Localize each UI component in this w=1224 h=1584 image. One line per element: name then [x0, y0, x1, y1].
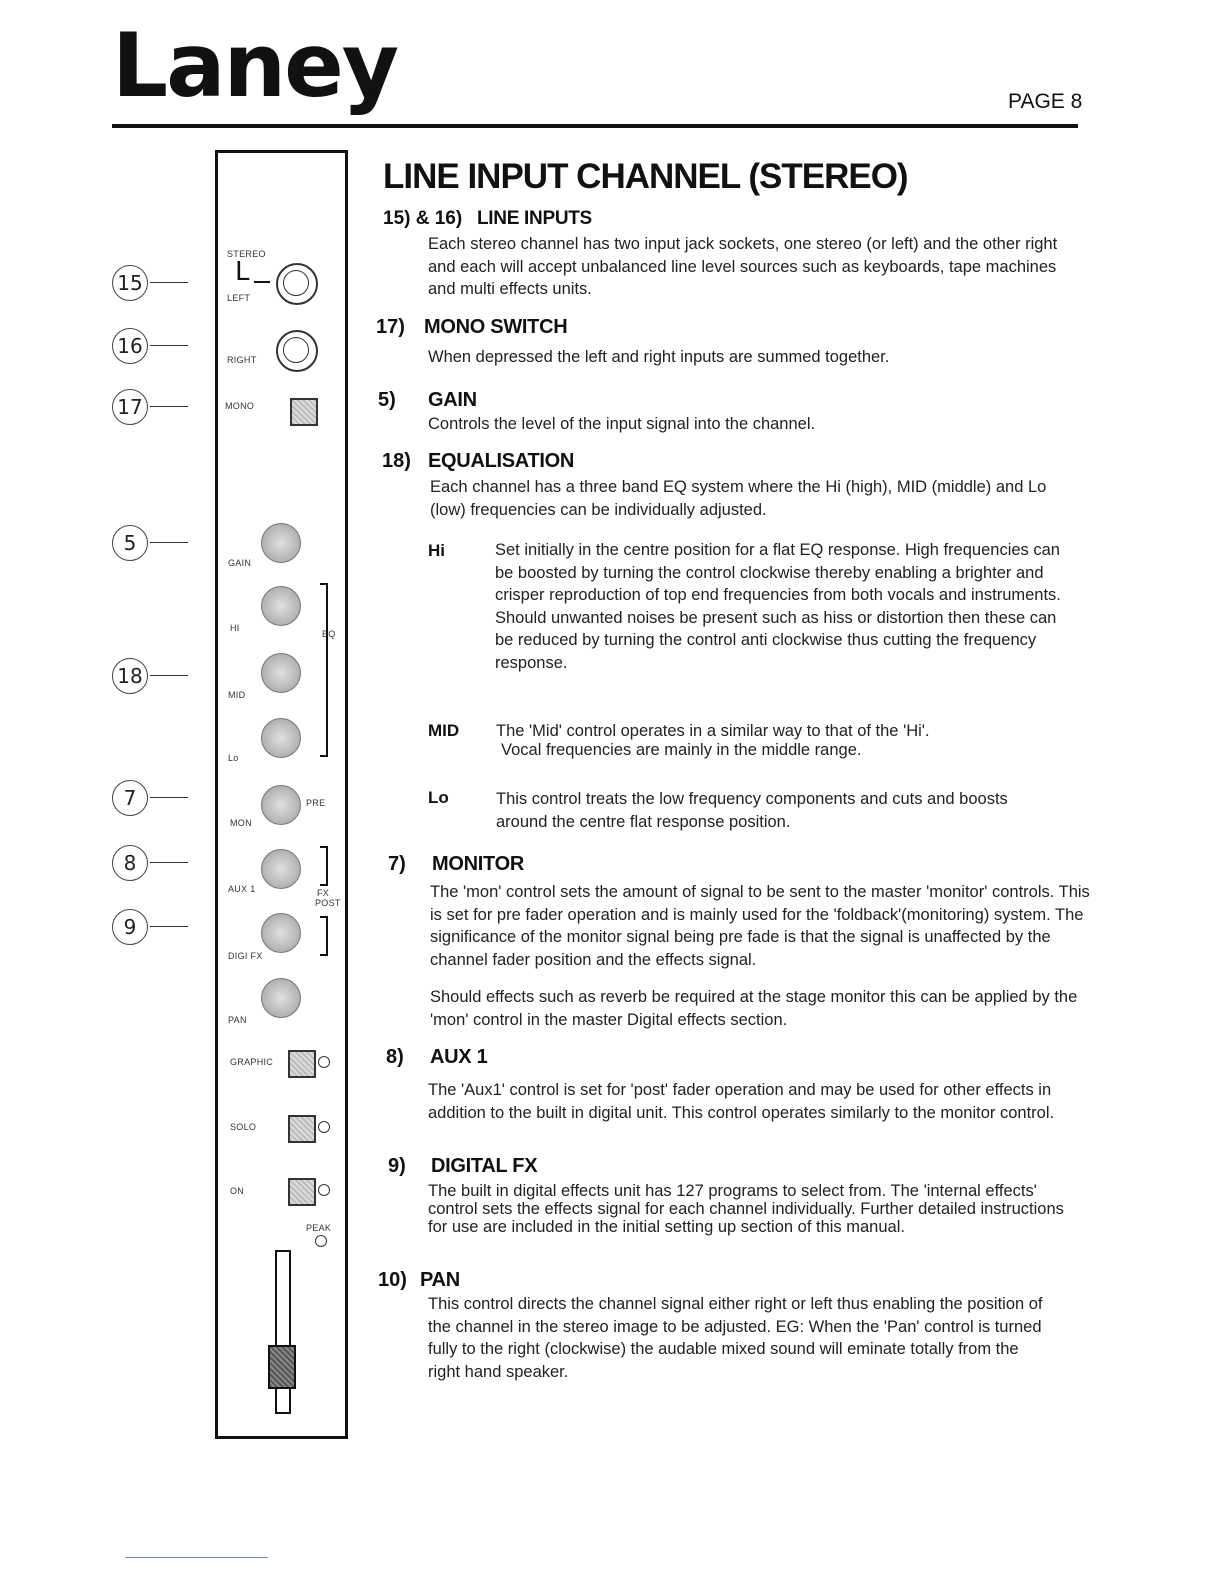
section-15-number: 15) & 16)	[383, 208, 463, 229]
post-bracket-bottom	[320, 916, 328, 956]
callout-17: 17	[112, 389, 148, 425]
callout-8-line	[150, 862, 188, 863]
section-8-number: 8)	[386, 1046, 404, 1068]
left-mark-line	[254, 281, 270, 283]
hi-label: HI	[230, 623, 240, 633]
section-18-number: 18)	[382, 450, 411, 472]
laney-logo: Laney	[112, 14, 398, 117]
left-label: LEFT	[227, 293, 251, 303]
digifx-label: DIGI FX	[228, 951, 263, 961]
section-9-text: The built in digital effects unit has 127 programs to select from. The 'internal effects' control sets the effects signal for each channel individually. Further detailed instructions for use are included in the initial setting up section of this manual.	[428, 1182, 1064, 1236]
post-bracket-top	[320, 846, 328, 886]
left-input-jack-icon[interactable]	[276, 263, 318, 305]
section-18-text: Each channel has a three band EQ system where the Hi (high), MID (middle) and Lo (low) frequencies can be individually adjusted.	[430, 478, 1047, 519]
lo-label: Lo	[228, 753, 239, 763]
right-input-jack-icon[interactable]	[276, 330, 318, 372]
left-mark-label: L	[235, 257, 250, 287]
callout-9-line	[150, 926, 188, 927]
callout-18: 18	[112, 658, 148, 694]
mid-text-line-1: The 'Mid' control operates in a similar way to that of the 'Hi'.	[496, 722, 930, 740]
solo-label: SOLO	[230, 1122, 257, 1132]
section-17-title: MONO SWITCH	[424, 316, 568, 338]
gain-knob[interactable]	[261, 523, 301, 563]
section-5-title: GAIN	[428, 389, 477, 411]
section-9-title: DIGITAL FX	[431, 1155, 538, 1177]
section-7-text-2: Should effects such as reverb be required at the stage monitor this can be applied by the 'mon' control in the master Digital effects section.	[430, 988, 1078, 1029]
graphic-led-icon	[318, 1056, 330, 1068]
page-title: LINE INPUT CHANNEL (STEREO)	[383, 157, 908, 196]
page-number: PAGE 8	[1008, 90, 1083, 113]
section-9-number: 9)	[388, 1155, 406, 1177]
section-10-number: 10)	[378, 1269, 407, 1291]
section-10-title: PAN	[420, 1269, 460, 1291]
section-8-title: AUX 1	[430, 1046, 488, 1068]
fader-track	[275, 1250, 291, 1414]
mid-label: MID	[228, 690, 246, 700]
pan-label: PAN	[228, 1015, 247, 1025]
right-label: RIGHT	[227, 355, 257, 365]
hi-subheading: Hi	[428, 541, 445, 560]
aux1-label: AUX 1	[228, 884, 256, 894]
pre-label: PRE	[306, 798, 326, 808]
lo-text: This control treats the low frequency components and cuts and boosts around the centre flat response position.	[496, 790, 1008, 831]
callout-5-line	[150, 542, 188, 543]
footer-line	[125, 1557, 268, 1558]
callout-9: 9	[112, 909, 148, 945]
hi-text: Set initially in the centre position for a flat EQ response. High frequencies can be boosted by turning the control clockwise thereby enabling a brighter and crisper reproduction of top end frequencies from both vocals and instruments. Should unwanted noises be present such as hiss or distortion then these can be reduced by turning the control anti clockwise thus cutting the frequency response.	[495, 541, 1061, 672]
gain-label: GAIN	[228, 558, 252, 568]
monitor-knob[interactable]	[261, 785, 301, 825]
section-7-text: The 'mon' control sets the amount of signal to be sent to the master 'monitor' controls. This is set for pre fader operation and is mainly used for the 'foldback'(monitoring) system. The significance of the monitor signal being pre fade is that the signal is unaffected by the channel fader position and the effects signal.	[430, 883, 1090, 969]
post-label: POST	[315, 898, 341, 908]
callout-16: 16	[112, 328, 148, 364]
eq-bracket	[320, 583, 328, 757]
header-rule	[112, 124, 1078, 128]
callout-16-line	[150, 345, 188, 346]
fx-label: FX	[317, 888, 330, 898]
mon-label: MON	[230, 818, 252, 828]
callout-15: 15	[112, 265, 148, 301]
section-18-title: EQUALISATION	[428, 450, 575, 472]
section-8-text: The 'Aux1' control is set for 'post' fader operation and may be used for other effects in addition to the built in digital unit. This control operates similarly to the monitor control.	[428, 1081, 1055, 1122]
section-7-title: MONITOR	[432, 853, 524, 875]
on-switch[interactable]	[288, 1178, 316, 1206]
callout-8: 8	[112, 845, 148, 881]
section-15-title: LINE INPUTS	[477, 208, 592, 229]
mid-text-line-2: Vocal frequencies are mainly in the middle range.	[501, 741, 862, 759]
stereo-label: STEREO	[227, 249, 266, 259]
channel-strip-diagram	[215, 150, 348, 1439]
section-17-number: 17)	[376, 316, 405, 338]
section-5-number: 5)	[378, 389, 396, 411]
callout-7: 7	[112, 780, 148, 816]
section-10-text: This control directs the channel signal either right or left thus enabling the position of the channel in the stereo image to be adjusted. EG: When the 'Pan' control is turned fully to the right (clockwise) the audable mixed sound will eminate totally from the right hand speaker.	[428, 1295, 1043, 1381]
section-15-text: Each stereo channel has two input jack sockets, one stereo (or left) and the other right and each will accept unbalanced line level sources such as keyboards, tape machines and multi effects units.	[428, 235, 1058, 298]
solo-led-icon	[318, 1121, 330, 1133]
lo-eq-knob[interactable]	[261, 718, 301, 758]
callout-15-line	[150, 282, 188, 283]
section-17-text: When depressed the left and right inputs are summed together.	[428, 348, 890, 366]
lo-subheading: Lo	[428, 788, 449, 807]
mid-eq-knob[interactable]	[261, 653, 301, 693]
aux1-knob[interactable]	[261, 849, 301, 889]
on-led-icon	[318, 1184, 330, 1196]
mid-subheading: MID	[428, 721, 460, 740]
hi-eq-knob[interactable]	[261, 586, 301, 626]
section-7-number: 7)	[388, 853, 406, 875]
solo-switch[interactable]	[288, 1115, 316, 1143]
callout-17-line	[150, 406, 188, 407]
callout-7-line	[150, 797, 188, 798]
peak-led-icon	[315, 1235, 327, 1247]
mono-switch[interactable]	[290, 398, 318, 426]
graphic-label: GRAPHIC	[230, 1057, 274, 1067]
pan-knob[interactable]	[261, 978, 301, 1018]
section-5-text: Controls the level of the input signal into the channel.	[428, 415, 816, 433]
callout-5: 5	[112, 525, 148, 561]
digital-fx-knob[interactable]	[261, 913, 301, 953]
callout-18-line	[150, 675, 188, 676]
eq-label: EQ	[322, 629, 336, 639]
fader-handle[interactable]	[268, 1345, 296, 1389]
peak-label: PEAK	[306, 1223, 332, 1233]
graphic-switch[interactable]	[288, 1050, 316, 1078]
on-label: ON	[230, 1186, 245, 1196]
mono-label: MONO	[225, 401, 255, 411]
